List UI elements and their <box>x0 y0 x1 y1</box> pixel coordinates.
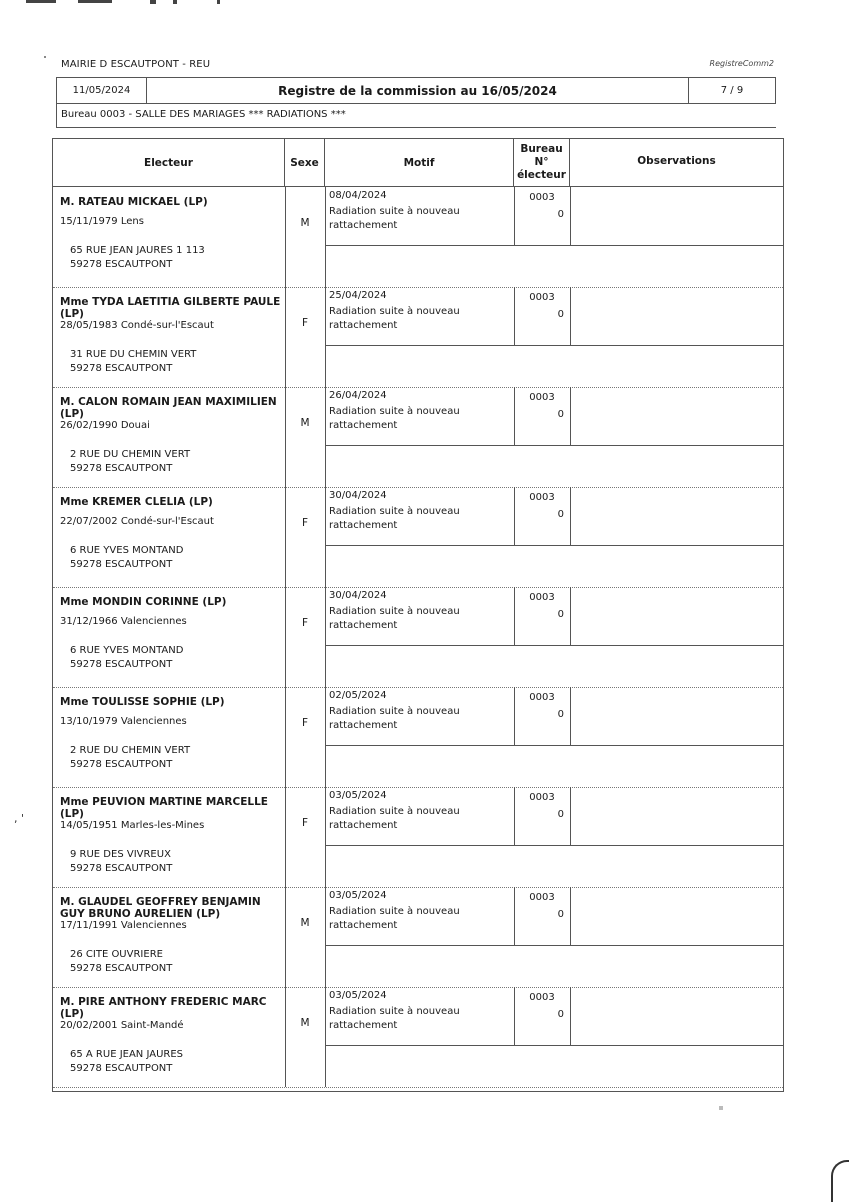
page-number: 7 / 9 <box>688 78 775 103</box>
voter-address-city: 59278 ESCAUTPONT <box>70 463 173 474</box>
voter-sex: F <box>301 717 309 729</box>
bureau-number: 0003 <box>529 192 555 203</box>
col-bureau-line3: électeur <box>517 169 566 182</box>
scan-artifact <box>831 1160 849 1202</box>
voter-name: Mme MONDIN CORINNE (LP) <box>60 596 227 608</box>
voter-address-street: 65 A RUE JEAN JAURES <box>70 1049 184 1060</box>
voter-address-city: 59278 ESCAUTPONT <box>70 963 173 974</box>
motif-date: 26/04/2024 <box>329 390 387 401</box>
bureau-number: 0003 <box>529 592 555 603</box>
voter-sex: M <box>300 1017 310 1029</box>
voter-sex: M <box>300 917 310 929</box>
voter-address-city: 59278 ESCAUTPONT <box>70 1063 173 1074</box>
voter-name: M. PIRE ANTHONY FREDERIC MARC (LP) <box>60 996 267 1020</box>
voter-name: M. GLAUDEL GEOFFREY BENJAMIN GUY BRUNO AURELIEN (LP) <box>60 896 261 920</box>
col-bureau-line2: N° <box>534 155 549 168</box>
voter-sex: F <box>301 617 309 629</box>
voter-address-street: 65 RUE JEAN JAURES 1 113 <box>70 245 205 256</box>
voter-name: M. CALON ROMAIN JEAN MAXIMILIEN (LP) <box>60 396 277 420</box>
voter-address-city: 59278 ESCAUTPONT <box>70 863 173 874</box>
bureau-line: Bureau 0003 - SALLE DES MARIAGES *** RADIATIONS *** <box>56 104 776 128</box>
voter-address-street: 2 RUE DU CHEMIN VERT <box>70 449 191 460</box>
elector-number: 0 <box>557 509 564 520</box>
register-title: Registre de la commission au 16/05/2024 <box>278 83 557 98</box>
voter-sex: F <box>301 817 309 829</box>
bureau-number: 0003 <box>529 892 555 903</box>
voter-address-city: 59278 ESCAUTPONT <box>70 363 173 374</box>
form-code: RegistreComm2 <box>709 59 774 68</box>
voter-address-street: 31 RUE DU CHEMIN VERT <box>70 349 197 360</box>
elector-number: 0 <box>557 409 564 420</box>
voter-address-city: 59278 ESCAUTPONT <box>70 259 173 270</box>
motif-date: 02/05/2024 <box>329 690 387 701</box>
voter-address-street: 26 CITE OUVRIERE <box>70 949 163 960</box>
table-row <box>53 987 783 1088</box>
voter-birth: 17/11/1991 Valenciennes <box>60 920 187 931</box>
table-row <box>53 687 783 788</box>
motif-date: 03/05/2024 <box>329 790 387 801</box>
voter-address-city: 59278 ESCAUTPONT <box>70 559 173 570</box>
scan-artifact <box>26 0 56 3</box>
voter-name: Mme PEUVION MARTINE MARCELLE (LP) <box>60 796 268 820</box>
bureau-number: 0003 <box>529 392 555 403</box>
voter-birth: 14/05/1951 Marles-les-Mines <box>60 820 205 831</box>
voter-birth: 31/12/1966 Valenciennes <box>60 616 187 627</box>
elector-number: 0 <box>557 1009 564 1020</box>
voter-name: M. RATEAU MICKAEL (LP) <box>60 196 208 208</box>
motif-text: Radiation suite à nouveau rattachement <box>329 906 460 931</box>
col-bureau-line1: Bureau <box>520 142 563 155</box>
motif-text: Radiation suite à nouveau rattachement <box>329 206 460 231</box>
print-date: 11/05/2024 <box>57 78 147 103</box>
voter-birth: 20/02/2001 Saint-Mandé <box>60 1020 184 1031</box>
table-row <box>53 587 783 688</box>
table-row <box>53 887 783 988</box>
scan-artifact <box>217 0 220 4</box>
voter-address-street: 6 RUE YVES MONTAND <box>70 645 184 656</box>
table-header <box>53 139 783 187</box>
motif-date: 30/04/2024 <box>329 490 387 501</box>
voter-address-street: 2 RUE DU CHEMIN VERT <box>70 745 191 756</box>
register-table <box>52 138 784 1092</box>
motif-date: 03/05/2024 <box>329 890 387 901</box>
mairie-label: MAIRIE D ESCAUTPONT - REU <box>61 59 211 70</box>
table-row <box>53 187 783 288</box>
voter-address-city: 59278 ESCAUTPONT <box>70 759 173 770</box>
voter-name: Mme TOULISSE SOPHIE (LP) <box>60 696 225 708</box>
voter-sex: M <box>300 417 310 429</box>
elector-number: 0 <box>557 209 564 220</box>
table-row <box>53 487 783 588</box>
motif-date: 03/05/2024 <box>329 990 387 1001</box>
elector-number: 0 <box>557 809 564 820</box>
bureau-number: 0003 <box>529 692 555 703</box>
scan-artifact: , ' <box>14 812 25 825</box>
voter-name: Mme KREMER CLELIA (LP) <box>60 496 213 508</box>
col-electeur: Electeur <box>53 139 285 186</box>
voter-sex: M <box>300 217 310 229</box>
voter-sex: F <box>301 517 309 529</box>
voter-address-street: 6 RUE YVES MONTAND <box>70 545 184 556</box>
scan-artifact <box>150 0 156 4</box>
voter-birth: 13/10/1979 Valenciennes <box>60 716 187 727</box>
voter-birth: 26/02/1990 Douai <box>60 420 150 431</box>
motif-text: Radiation suite à nouveau rattachement <box>329 706 460 731</box>
col-observations: Observations <box>637 154 716 167</box>
motif-text: Radiation suite à nouveau rattachement <box>329 806 460 831</box>
motif-text: Radiation suite à nouveau rattachement <box>329 606 460 631</box>
bureau-number: 0003 <box>529 992 555 1003</box>
motif-date: 08/04/2024 <box>329 190 387 201</box>
table-row <box>53 787 783 888</box>
motif-date: 30/04/2024 <box>329 590 387 601</box>
scan-artifact <box>44 56 46 58</box>
bureau-number: 0003 <box>529 492 555 503</box>
voter-birth: 15/11/1979 Lens <box>60 216 144 227</box>
elector-number: 0 <box>557 709 564 720</box>
elector-number: 0 <box>557 609 564 620</box>
bureau-number: 0003 <box>529 292 555 303</box>
voter-birth: 22/07/2002 Condé-sur-l'Escaut <box>60 516 214 527</box>
motif-text: Radiation suite à nouveau rattachement <box>329 306 460 331</box>
col-sexe: Sexe <box>285 139 325 186</box>
col-motif: Motif <box>325 139 514 186</box>
scan-artifact <box>78 0 112 3</box>
motif-date: 25/04/2024 <box>329 290 387 301</box>
table-row <box>53 287 783 388</box>
scan-artifact <box>173 0 177 4</box>
bureau-number: 0003 <box>529 792 555 803</box>
elector-number: 0 <box>557 309 564 320</box>
voter-birth: 28/05/1983 Condé-sur-l'Escaut <box>60 320 214 331</box>
voter-sex: F <box>301 317 309 329</box>
motif-text: Radiation suite à nouveau rattachement <box>329 406 460 431</box>
elector-number: 0 <box>557 909 564 920</box>
voter-address-street: 9 RUE DES VIVREUX <box>70 849 171 860</box>
scan-artifact <box>719 1106 723 1110</box>
table-row <box>53 387 783 488</box>
col-bureau <box>514 139 570 186</box>
voter-name: Mme TYDA LAETITIA GILBERTE PAULE (LP) <box>60 296 281 320</box>
motif-text: Radiation suite à nouveau rattachement <box>329 506 460 531</box>
voter-address-city: 59278 ESCAUTPONT <box>70 659 173 670</box>
register-header <box>56 77 776 104</box>
motif-text: Radiation suite à nouveau rattachement <box>329 1006 460 1031</box>
